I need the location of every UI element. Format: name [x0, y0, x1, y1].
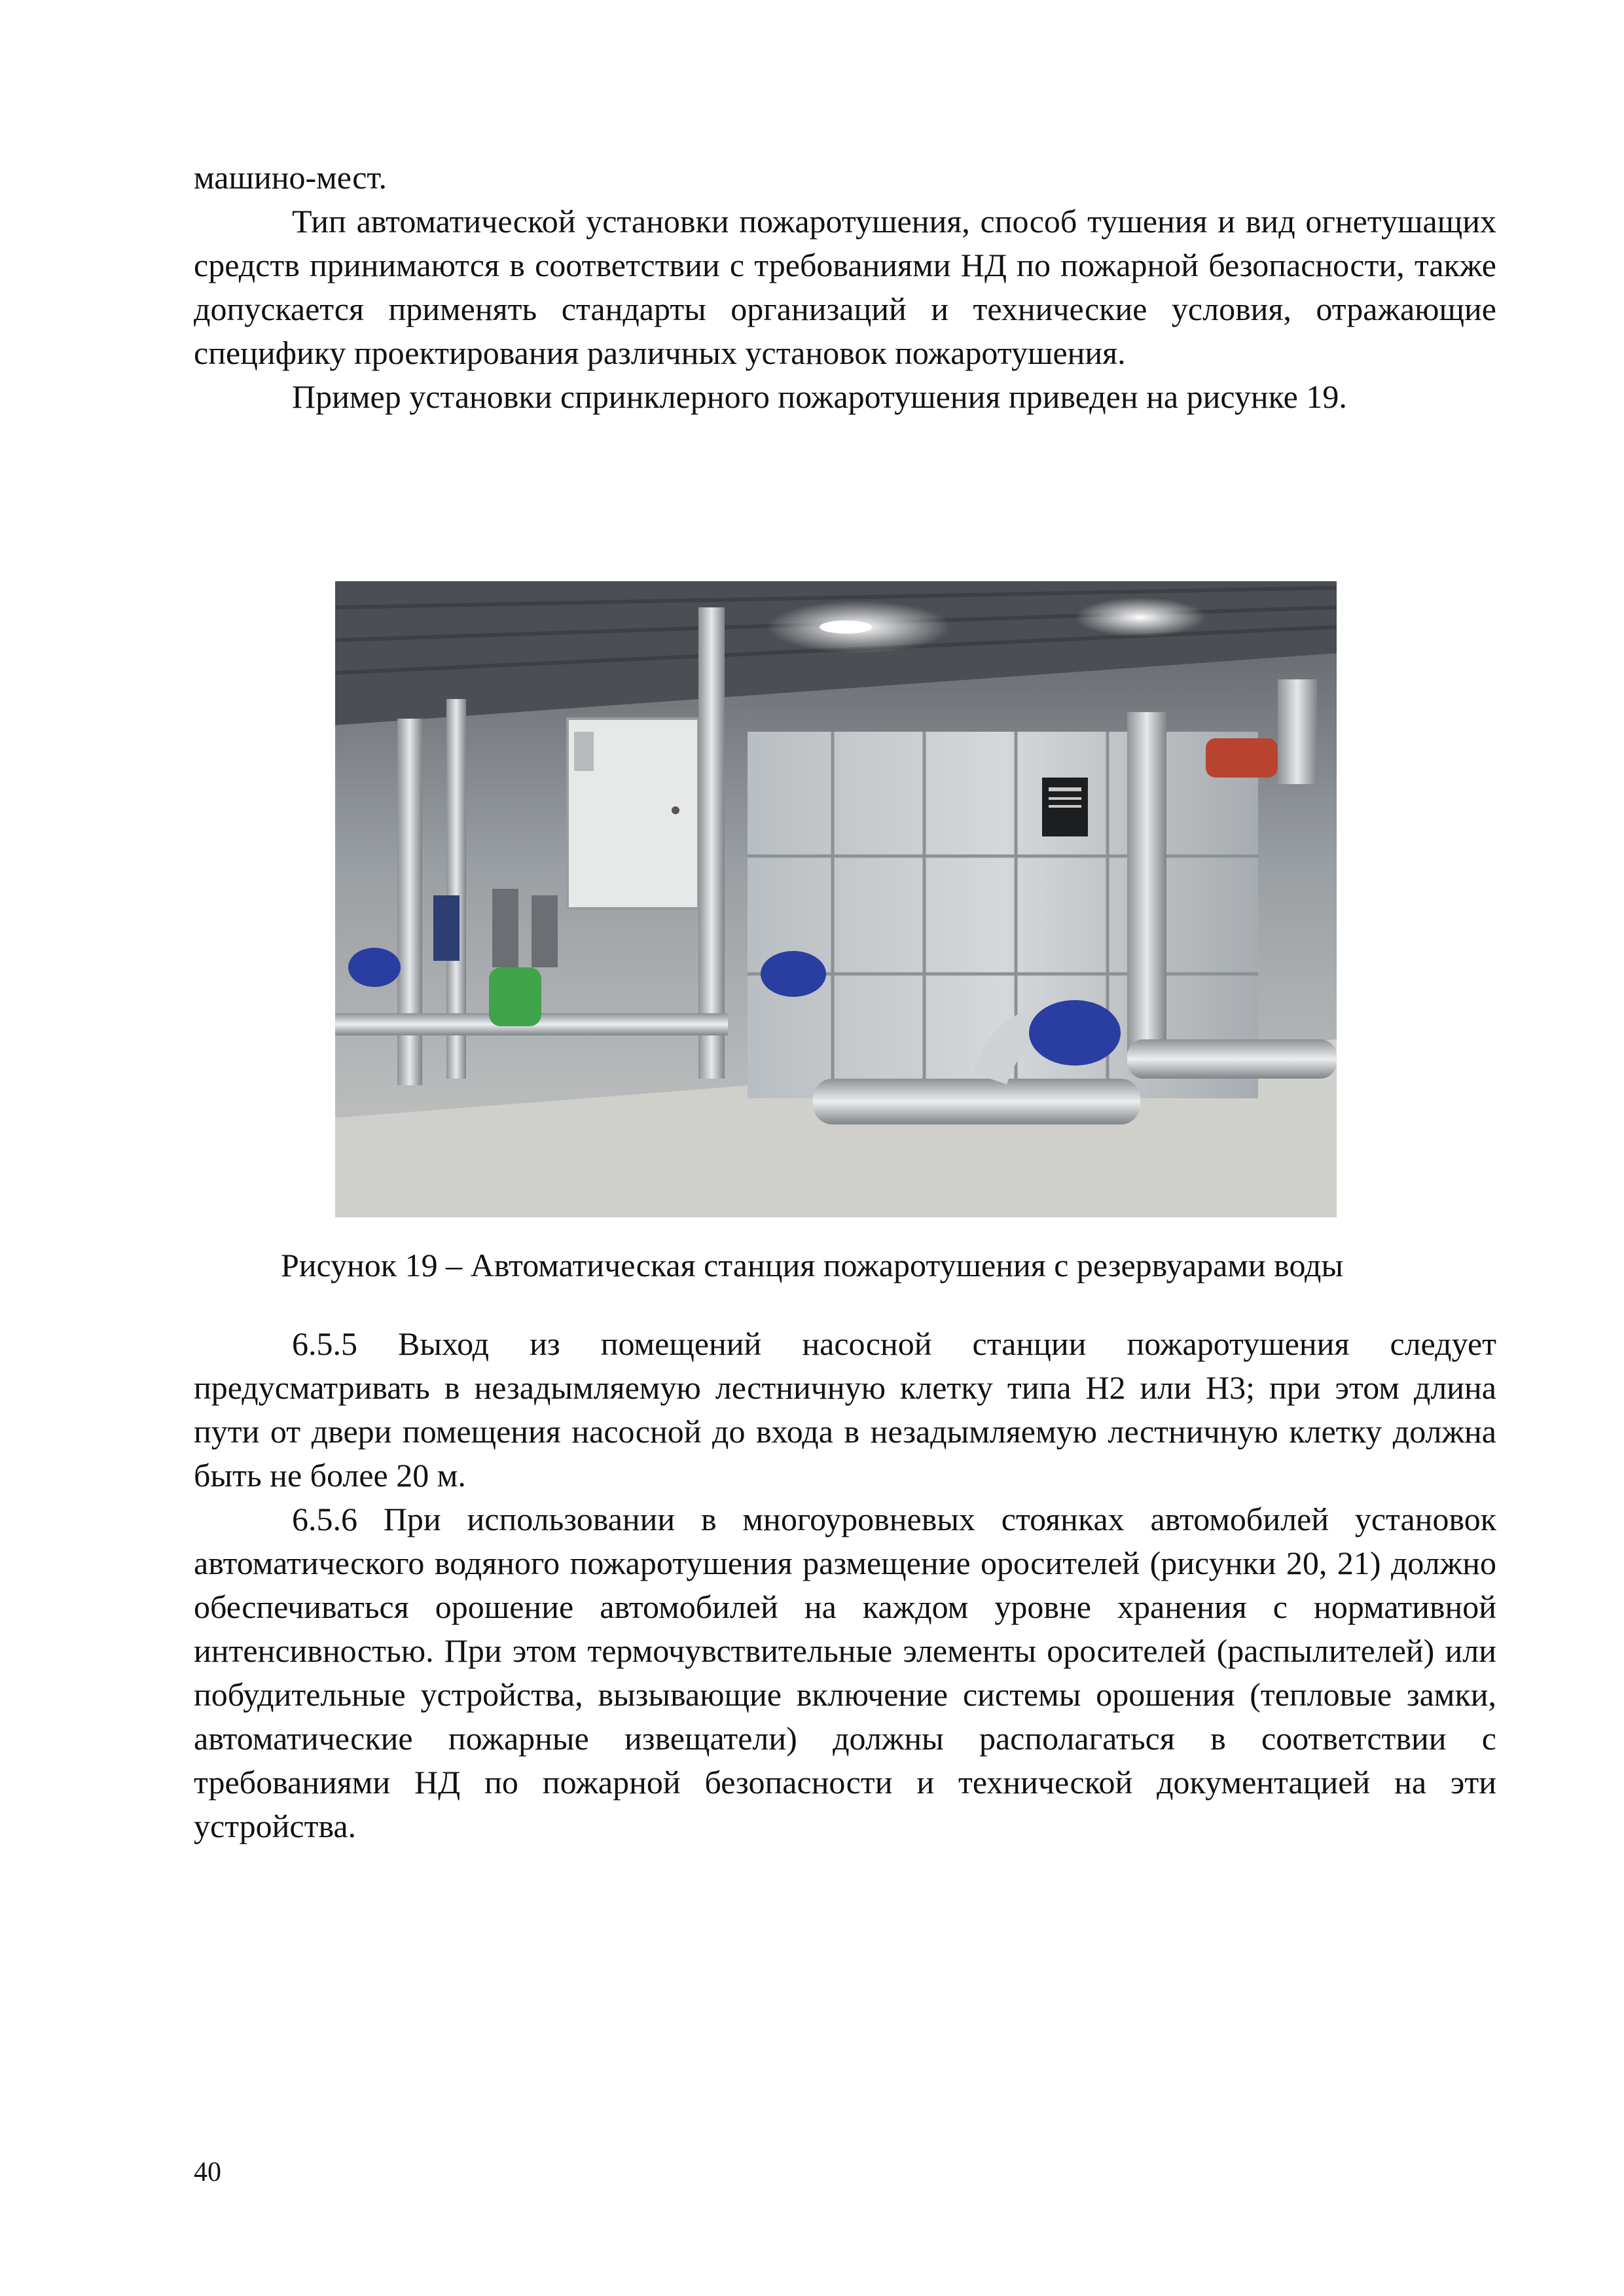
- paragraph-6-5-6: 6.5.6 При использовании в многоуровневых стоянках автомобилей установок автоматического водяного пожаротушения размещение оросителей (рисунки 20, 21) должно обеспечиваться орошение автомобилей на каждом уровне хранения с нормативной интенсивностью. При этом термочувствительные элементы оросителей (распылителей) или побудительные устройства, вызывающие включение системы орошения (тепловые замки, автоматические пожарные извещатели) должны располагаться в соответствии с требованиями НД по пожарной безопасности и технической документацией на эти устройства.: [194, 1501, 1496, 1844]
- paragraph-6-5-5: 6.5.5 Выход из помещений насосной станции пожаротушения следует предусматривать в незадымляемую лестничную клетку типа Н2 или Н3; при этом длина пути от двери помещения насосной до входа в незадымляемую лестничную клетку должна быть не более 20 м.: [194, 1325, 1496, 1494]
- figure-fire-station-photo: [335, 581, 1337, 1217]
- paragraph-installation-type: Тип автоматической установки пожаротушения, способ тушения и вид огнетушащих средств принимаются в соответствии с требованиями НД по пожарной безопасности, также допускается применять стандарты организаций и технические условия, отражающие специфику проектирования различных установок пожаротушения.: [194, 203, 1496, 371]
- paragraph-sprinkler-example: Пример установки спринклерного пожаротушения приведен на рисунке 19.: [292, 378, 1347, 415]
- text-block-bottom: [194, 1322, 1496, 1848]
- text-block-top: [194, 156, 1496, 419]
- pump-station-illustration: [335, 581, 1337, 1217]
- page-number: 40: [194, 2157, 221, 2187]
- figure-caption: Рисунок 19 – Автоматическая станция пожаротушения с резервуарами воды: [280, 1247, 1344, 1283]
- paragraph-parking-spaces: машино-мест.: [194, 159, 388, 196]
